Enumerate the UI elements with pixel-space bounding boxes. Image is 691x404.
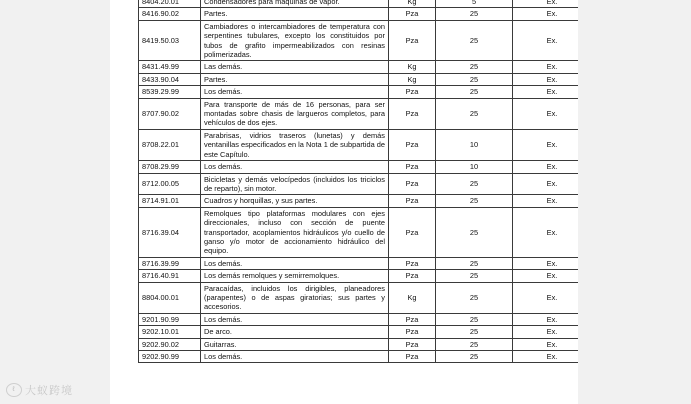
table-row: [139, 0, 579, 8]
rate-cell: 25: [436, 20, 513, 61]
tariff-code-cell: 8716.40.91: [139, 270, 201, 282]
unit-cell: Pza: [389, 257, 436, 269]
unit-cell: Kg: [389, 73, 436, 85]
watermark-text: 大蚁跨境: [25, 385, 73, 397]
description-cell: Los demás.: [201, 86, 389, 98]
description-cell: Guitarras.: [201, 338, 389, 350]
rate-cell: 25: [436, 257, 513, 269]
table-row: [139, 161, 579, 173]
tariff-code-cell: 9201.90.99: [139, 313, 201, 325]
table-row: [139, 86, 579, 98]
watermark: [6, 382, 73, 398]
tariff-code-cell: 8431.49.99: [139, 61, 201, 73]
tariff-code-cell: 9202.90.99: [139, 351, 201, 363]
rate-cell: 10: [436, 129, 513, 160]
description-cell: Partes.: [201, 8, 389, 20]
table-row: [139, 98, 579, 129]
unit-cell: Pza: [389, 129, 436, 160]
tariff-code-cell: 8433.90.04: [139, 73, 201, 85]
rate-cell: 25: [436, 351, 513, 363]
exemption-cell: Ex.: [513, 8, 579, 20]
tariff-table-body: [139, 0, 579, 363]
table-row: [139, 326, 579, 338]
exemption-cell: Ex.: [513, 195, 579, 207]
table-row: [139, 282, 579, 313]
table-row: [139, 257, 579, 269]
table-row: [139, 195, 579, 207]
rate-cell: 25: [436, 86, 513, 98]
unit-cell: Kg: [389, 0, 436, 8]
unit-cell: Pza: [389, 326, 436, 338]
table-row: [139, 61, 579, 73]
unit-cell: Pza: [389, 195, 436, 207]
unit-cell: Pza: [389, 98, 436, 129]
exemption-cell: Ex.: [513, 98, 579, 129]
table-row: [139, 129, 579, 160]
exemption-cell: Ex.: [513, 326, 579, 338]
rate-cell: 25: [436, 173, 513, 195]
rate-cell: 25: [436, 270, 513, 282]
rate-cell: 25: [436, 8, 513, 20]
table-row: [139, 20, 579, 61]
exemption-cell: Ex.: [513, 207, 579, 257]
exemption-cell: Ex.: [513, 129, 579, 160]
tariff-code-cell: 8712.00.05: [139, 173, 201, 195]
table-row: [139, 207, 579, 257]
description-cell: Parabrisas, vidrios traseros (lunetas) y demás ventanillas especificados en la Nota 1 de subpartida de este Capítulo.: [201, 129, 389, 160]
description-cell: Bicicletas y demás velocípedos (incluidos los triciclos de reparto), sin motor.: [201, 173, 389, 195]
tariff-code-cell: 8804.00.01: [139, 282, 201, 313]
description-cell: Cambiadores o intercambiadores de temperatura con serpentines tubulares, excepto los constituidos por tubos de grafito impermeabilizados con resinas polimerizadas.: [201, 20, 389, 61]
description-cell: Cuadros y horquillas, y sus partes.: [201, 195, 389, 207]
unit-cell: Pza: [389, 207, 436, 257]
unit-cell: Pza: [389, 338, 436, 350]
tariff-code-cell: 8404.20.01: [139, 0, 201, 8]
tariff-code-cell: 8716.39.04: [139, 207, 201, 257]
exemption-cell: Ex.: [513, 73, 579, 85]
exemption-cell: Ex.: [513, 0, 579, 8]
table-row: [139, 73, 579, 85]
rate-cell: 25: [436, 61, 513, 73]
table-row: [139, 351, 579, 363]
tariff-code-cell: 8714.91.01: [139, 195, 201, 207]
rate-cell: 25: [436, 338, 513, 350]
exemption-cell: Ex.: [513, 270, 579, 282]
description-cell: Los demás.: [201, 313, 389, 325]
tariff-code-cell: 9202.90.02: [139, 338, 201, 350]
tariff-code-cell: 8716.39.99: [139, 257, 201, 269]
tariff-code-cell: 8707.90.02: [139, 98, 201, 129]
description-cell: Remolques tipo plataformas modulares con ejes direccionales, incluso con sección de puente transportador, acoplamientos hidráulicos y/o cuello de ganso y/o motor de accionamiento hidráulico del equipo.: [201, 207, 389, 257]
exemption-cell: Ex.: [513, 338, 579, 350]
exemption-cell: Ex.: [513, 61, 579, 73]
rate-cell: 25: [436, 98, 513, 129]
description-cell: Condensadores para máquinas de vapor.: [201, 0, 389, 8]
unit-cell: Pza: [389, 161, 436, 173]
exemption-cell: Ex.: [513, 20, 579, 61]
description-cell: Los demás.: [201, 257, 389, 269]
description-cell: Paracaídas, incluidos los dirigibles, planeadores (parapentes) o de aspas giratorias; sus partes y accesorios.: [201, 282, 389, 313]
exemption-cell: Ex.: [513, 86, 579, 98]
rate-cell: 25: [436, 207, 513, 257]
description-cell: Las demás.: [201, 61, 389, 73]
description-cell: Partes.: [201, 73, 389, 85]
table-row: [139, 338, 579, 350]
unit-cell: Kg: [389, 61, 436, 73]
rate-cell: 5: [436, 0, 513, 8]
exemption-cell: Ex.: [513, 351, 579, 363]
rate-cell: 25: [436, 326, 513, 338]
exemption-cell: Ex.: [513, 173, 579, 195]
rate-cell: 25: [436, 195, 513, 207]
document-page: [110, 0, 578, 404]
description-cell: De arco.: [201, 326, 389, 338]
table-row: [139, 173, 579, 195]
description-cell: Los demás.: [201, 351, 389, 363]
description-cell: Los demás.: [201, 161, 389, 173]
unit-cell: Pza: [389, 173, 436, 195]
unit-cell: Pza: [389, 86, 436, 98]
tariff-code-cell: 9202.10.01: [139, 326, 201, 338]
unit-cell: Kg: [389, 282, 436, 313]
description-cell: Los demás remolques y semirremolques.: [201, 270, 389, 282]
exemption-cell: Ex.: [513, 257, 579, 269]
exemption-cell: Ex.: [513, 313, 579, 325]
tariff-code-cell: 8708.29.99: [139, 161, 201, 173]
table-row: [139, 270, 579, 282]
watermark-logo-icon: ℓ: [6, 383, 22, 397]
unit-cell: Pza: [389, 20, 436, 61]
tariff-code-cell: 8539.29.99: [139, 86, 201, 98]
tariff-code-cell: 8708.22.01: [139, 129, 201, 160]
table-row: [139, 8, 579, 20]
unit-cell: Pza: [389, 351, 436, 363]
tariff-table: [138, 0, 578, 363]
exemption-cell: Ex.: [513, 282, 579, 313]
tariff-code-cell: 8416.90.02: [139, 8, 201, 20]
unit-cell: Pza: [389, 8, 436, 20]
description-cell: Para transporte de más de 16 personas, para ser montadas sobre chasis de largueros completos, para vehículos de dos ejes.: [201, 98, 389, 129]
rate-cell: 25: [436, 73, 513, 85]
rate-cell: 10: [436, 161, 513, 173]
rate-cell: 25: [436, 313, 513, 325]
table-row: [139, 313, 579, 325]
tariff-code-cell: 8419.50.03: [139, 20, 201, 61]
unit-cell: Pza: [389, 313, 436, 325]
exemption-cell: Ex.: [513, 161, 579, 173]
unit-cell: Pza: [389, 270, 436, 282]
rate-cell: 25: [436, 282, 513, 313]
